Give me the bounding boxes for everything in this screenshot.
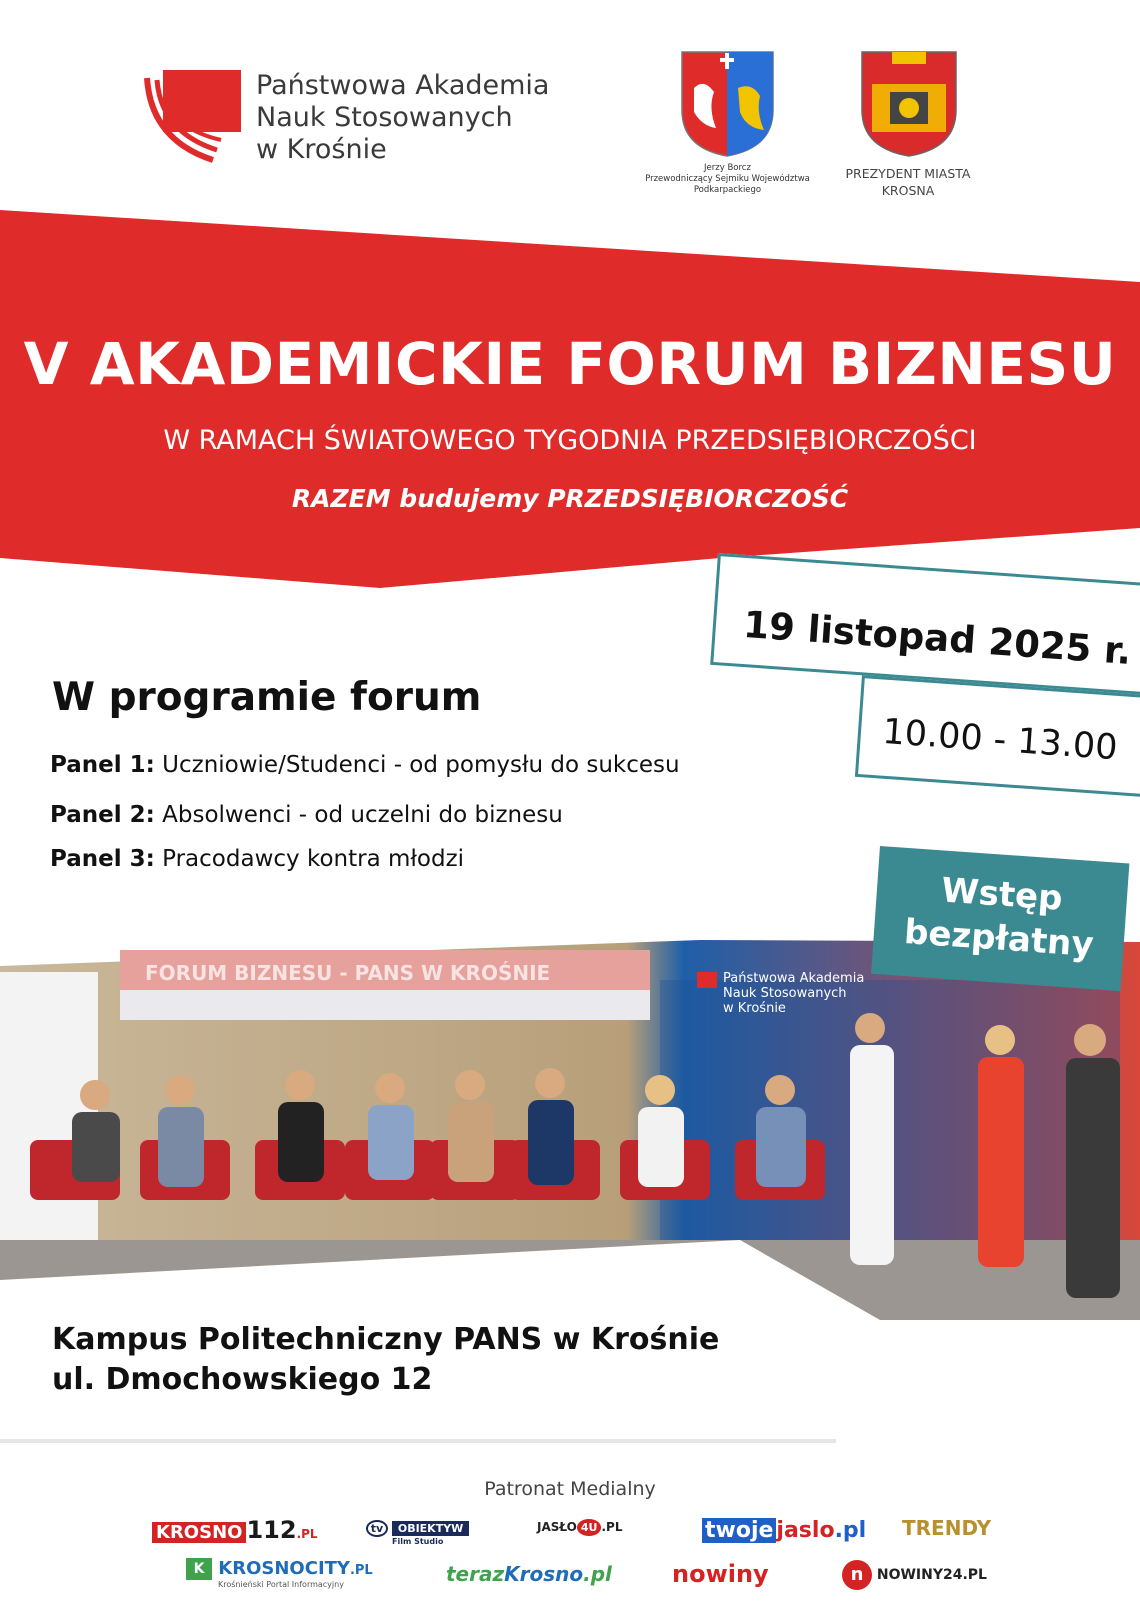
free-entry-badge: Wstęp bezpłatny [871,846,1129,991]
nowiny24-icon: n [842,1560,872,1590]
program-panel-1 [50,752,680,778]
event-time: 10.00 - 13.00 [881,712,1119,769]
event-subtitle: W RAMACH ŚWIATOWEGO TYGODNIA PRZEDSIĘBIORCZOŚCI [163,425,977,456]
terazkrosno-logo: terazKrosno.pl [446,1562,612,1586]
krosnocity-logo: K KROSNOCITY.PL Krośnieński Portal Informacyjny [186,1558,373,1589]
program-heading: W programie forum [52,675,482,720]
event-motto: RAZEM budujemy PRZEDSIĘBIORCZOŚĆ [291,484,849,513]
event-date: 19 listopad 2025 r. [742,603,1133,674]
backdrop-line-1: Państwowa Akademia [723,971,865,986]
panel-2-label: Panel 2: [50,802,155,828]
event-title: V AKADEMICKIE FORUM BIZNESU [23,330,1117,398]
krosnocity-icon: K [186,1558,212,1580]
program-panel-2 [50,802,563,828]
trendy-logo: TRENDY [902,1516,992,1540]
patron2-caption: PREZYDENT MIASTA KROSNA [845,166,971,198]
institution-name: Państwowa Akademia Nauk Stosowanych w Krośnie [256,70,550,165]
krosno112-logo: KROSNO 112.PL [152,1516,318,1544]
backdrop-line-2: Nauk Stosowanych [723,986,847,1001]
event-location: Kampus Politechniczny PANS w Krośnie ul. Dmochowskiego 12 [52,1322,720,1397]
tv-obiektyw-logo: tv OBIEKTYW Film Studio [366,1520,469,1546]
red-banner [0,210,1140,610]
screen-caption: FORUM BIZNESU - PANS W KROŚNIE [145,961,551,985]
podkarpackie-crest-icon [680,48,775,158]
pans-logo-icon [143,70,241,164]
twojejaslo-logo: twoje jaslo.pl [702,1518,866,1543]
panel-1-label: Panel 1: [50,752,155,778]
panel-3-label: Panel 3: [50,846,155,872]
backdrop-line-3: w Krośnie [723,1001,786,1016]
nowiny24-logo: n NOWINY24.PL [842,1560,987,1590]
panel-2-text: Absolwenci - od uczelni do biznesu [162,802,563,828]
panel-1-text: Uczniowie/Studenci - od pomysłu do sukcesu [162,752,680,778]
patron1-caption: Jerzy Borcz Przewodniczący Sejmiku Województwa Podkarpackiego [645,163,810,195]
program-panel-3 [50,846,464,872]
nowiny-logo: nowiny [672,1560,769,1588]
krosno-crest-icon [860,48,958,158]
panel-3-text: Pracodawcy kontra młodzi [162,846,465,872]
jaslo4u-logo: JASŁO 4U .PL [537,1520,623,1534]
media-patronage-heading: Patronat Medialny [484,1478,656,1500]
